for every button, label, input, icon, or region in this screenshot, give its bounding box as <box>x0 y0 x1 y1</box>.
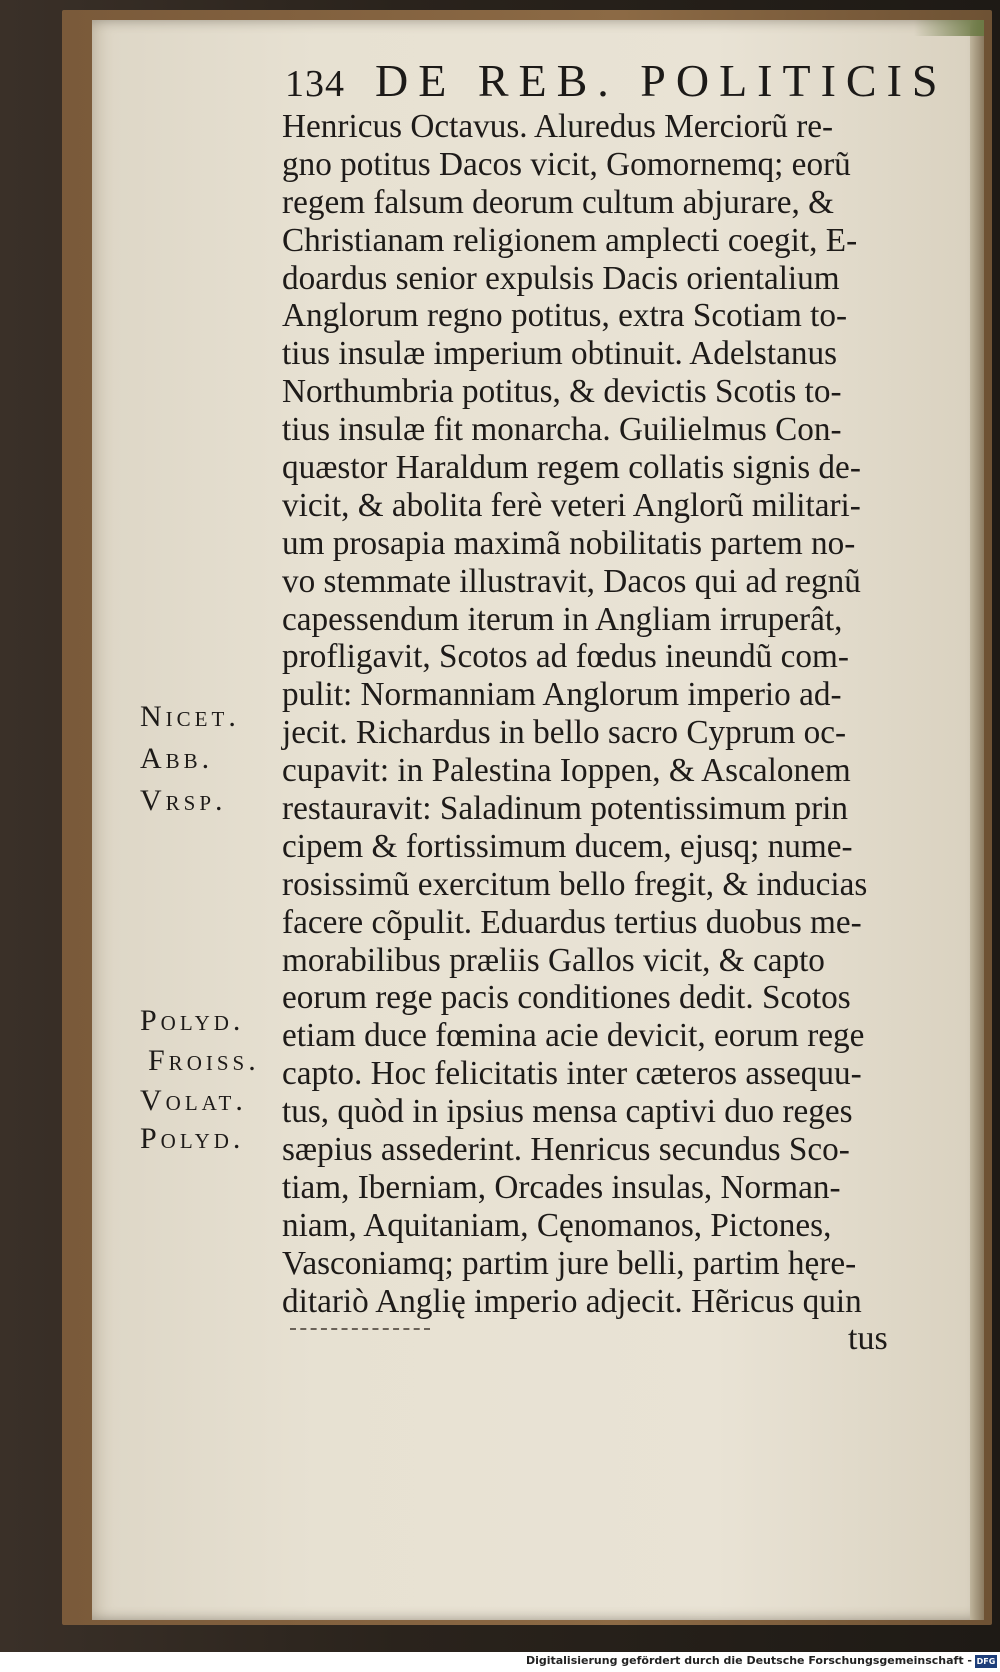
text-line: doardus senior expulsis Dacis orientalium <box>282 259 840 297</box>
dfg-logo: DFG <box>976 1657 996 1666</box>
page-edge <box>970 20 984 1620</box>
text-line: quæstor Haraldum regem collatis signis de- <box>282 449 861 487</box>
page-number: 134 <box>285 63 345 105</box>
text-line: Anglorum regno potitus, extra Scotiam to- <box>282 297 848 335</box>
running-title: DE REB. POLITICIS <box>375 55 948 106</box>
text-line: Henricus Octavus. Aluredus Merciorũ re- <box>282 108 834 145</box>
main-text-block <box>282 108 937 1321</box>
text-line: morabilibus præliis Gallos vicit, & capto <box>282 941 825 979</box>
funding-credit: Digitalisierung gefördert durch die Deutsche Forschungsgemeinschaft - <box>525 1654 972 1667</box>
marginal-note-froiss: Froiss. <box>148 1044 260 1077</box>
text-line: jecit. Richardus in bello sacro Cyprum oc- <box>282 714 847 752</box>
text-line: tus, quòd in ipsius mensa captivi duo reges <box>282 1093 853 1131</box>
page-corner-stain <box>914 20 984 36</box>
text-line: gno potitus Dacos vicit, Gomornemq; eorũ <box>282 145 851 183</box>
text-line: sæpius assederint. Henricus secundus Sco- <box>282 1131 850 1169</box>
bottom-rule <box>290 1328 430 1331</box>
text-line: tius insulæ imperium obtinuit. Adelstanus <box>282 335 838 373</box>
text-line: um prosapia maximã nobilitatis partem no- <box>282 524 856 562</box>
text-line: vicit, & abolita ferè veteri Anglorũ militari- <box>282 486 861 524</box>
catchword: tus <box>848 1320 888 1357</box>
text-line: tiam, Iberniam, Orcades insulas, Norman- <box>282 1168 841 1206</box>
marginal-note-abb: Abb. <box>140 742 214 775</box>
marginal-note-vrsp: Vrsp. <box>140 784 227 817</box>
text-line: niam, Aquitaniam, Cęnomanos, Pictones, <box>282 1206 832 1244</box>
text-line: facere cõpulit. Eduardus tertius duobus me- <box>282 903 862 941</box>
text-line: Christianam religionem amplecti coegit, E- <box>282 221 858 259</box>
text-line: Vasconiamq; partim jure belli, partim hęre- <box>282 1244 857 1282</box>
text-line: regem falsum deorum cultum abjurare, & <box>282 183 835 221</box>
marginal-note-polyd-2: Polyd. <box>140 1122 245 1155</box>
footer-bar <box>0 1652 1000 1672</box>
text-line: tius insulæ fit monarcha. Guilielmus Con- <box>282 411 842 449</box>
text-line: cupavit: in Palestina Ioppen, & Ascalonem <box>282 752 851 790</box>
text-line: cipem & fortissimum ducem, ejusq; nume- <box>282 827 853 865</box>
marginal-note-nicet: Nicet. <box>140 700 240 733</box>
marginal-note-polyd: Polyd. <box>140 1004 245 1037</box>
text-line: ditariò Anglię imperio adjecit. Hẽricus quin <box>282 1282 862 1320</box>
text-line: capto. Hoc felicitatis inter cæteros assequu- <box>282 1055 862 1093</box>
text-line: pulit: Normanniam Anglorum imperio ad- <box>282 676 842 714</box>
text-line: eorum rege pacis conditiones dedit. Scotos <box>282 979 851 1017</box>
text-line: vo stemmate illustravit, Dacos qui ad regnũ <box>282 562 861 600</box>
running-head <box>285 52 948 112</box>
text-line: Northumbria potitus, & devictis Scotis to- <box>282 373 842 411</box>
marginal-note-volat: Volat. <box>140 1084 247 1117</box>
text-line: rosissimũ exercitum bello fregit, & inducias <box>282 865 868 903</box>
text-line: profligavit, Scotos ad fœdus ineundũ com- <box>282 638 849 676</box>
text-line: restauravit: Saladinum potentissimum prin <box>282 790 849 828</box>
text-line: etiam duce fœmina acie devicit, eorum rege <box>282 1017 865 1055</box>
text-line: capessendum iterum in Angliam irruperât, <box>282 600 843 638</box>
